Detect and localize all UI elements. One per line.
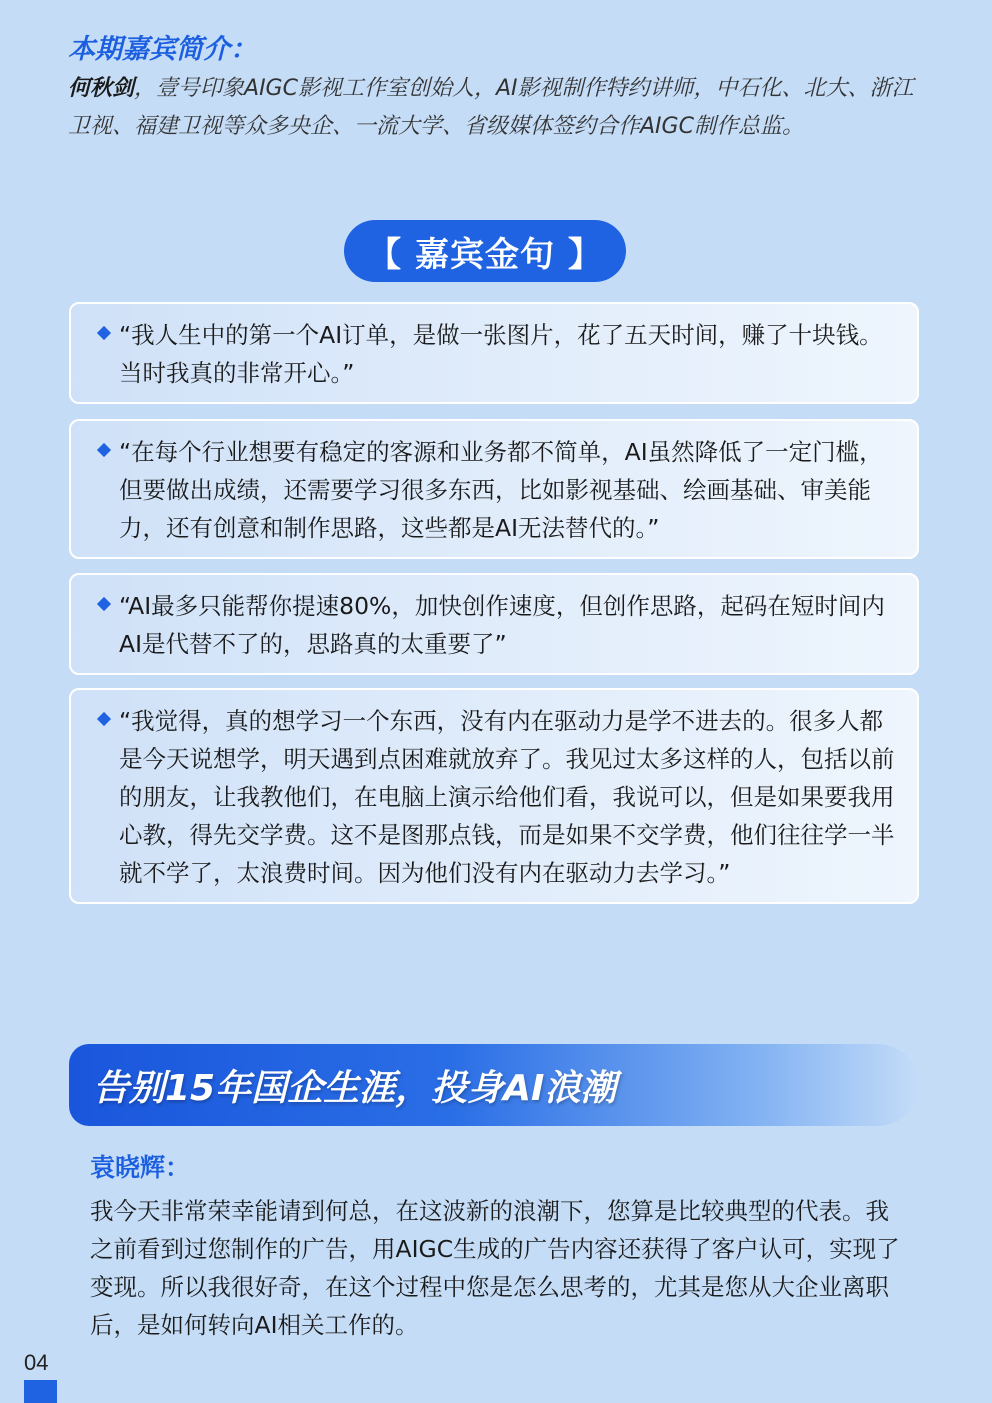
page-marker (24, 1380, 57, 1403)
speaker-name: 袁晓辉： (90, 1153, 191, 1182)
guest-description: ，壹号印象AIGC影视工作室创始人，AI影视制作特约讲师，中石化、北大、浙江卫视、福建卫视等众多央企、一流大学、省级媒体签约合作AIGC制作总监。 (68, 76, 914, 139)
diamond-bullet-icon (97, 443, 111, 457)
intro-text (68, 70, 928, 146)
quote-text: “在每个行业想要有稳定的客源和业务都不简单，AI虽然降低了一定门槛，但要做出成绩，还需要学习很多东西，比如影视基础、绘画基础、审美能力，还有创意和制作思路，这些都是AI无法替代的。” (119, 438, 883, 542)
quote-card (69, 573, 919, 675)
dialog-text: 我今天非常荣幸能请到何总，在这波新的浪潮下，您算是比较典型的代表。我之前看到过您制作的广告，用AIGC生成的广告内容还获得了客户认可，实现了变现。所以我很好奇，在这个过程中您是怎么思考的，尤其是您从大企业离职后，是如何转向AI相关工作的。 (90, 1197, 900, 1339)
dialog-block (90, 1150, 910, 1344)
intro-heading: 本期嘉宾简介： (68, 34, 257, 65)
diamond-bullet-icon (97, 597, 111, 611)
diamond-bullet-icon (97, 326, 111, 340)
section-title: 告别15年国企生涯，投身AI浪潮 (93, 1067, 617, 1109)
quote-card (69, 419, 919, 559)
diamond-bullet-icon (97, 712, 111, 726)
quote-card (69, 688, 919, 904)
quotes-title-pill: 【 嘉宾金句 】 (344, 220, 626, 282)
quote-text: “我人生中的第一个AI订单，是做一张图片，花了五天时间，赚了十块钱。当时我真的非常开心。” (119, 321, 883, 387)
quote-text: “我觉得，真的想学习一个东西，没有内在驱动力是学不进去的。很多人都是今天说想学，明天遇到点困难就放弃了。我见过太多这样的人，包括以前的朋友，让我教他们，在电脑上演示给他们看，我说可以，但是如果要我用心教，得先交学费。这不是图那点钱，而是如果不交学费，他们往往学一半就不学了，太浪费时间。因为他们没有内在驱动力去学习。” (119, 707, 895, 887)
quote-text: “AI最多只能帮你提速80%，加快创作速度，但创作思路，起码在短时间内AI是代替不了的，思路真的太重要了” (119, 592, 885, 658)
guest-name: 何秋剑 (68, 76, 135, 101)
guest-intro (68, 32, 928, 146)
quote-card (69, 302, 919, 404)
section-banner (69, 1044, 919, 1126)
page-number: 04 (24, 1350, 49, 1375)
